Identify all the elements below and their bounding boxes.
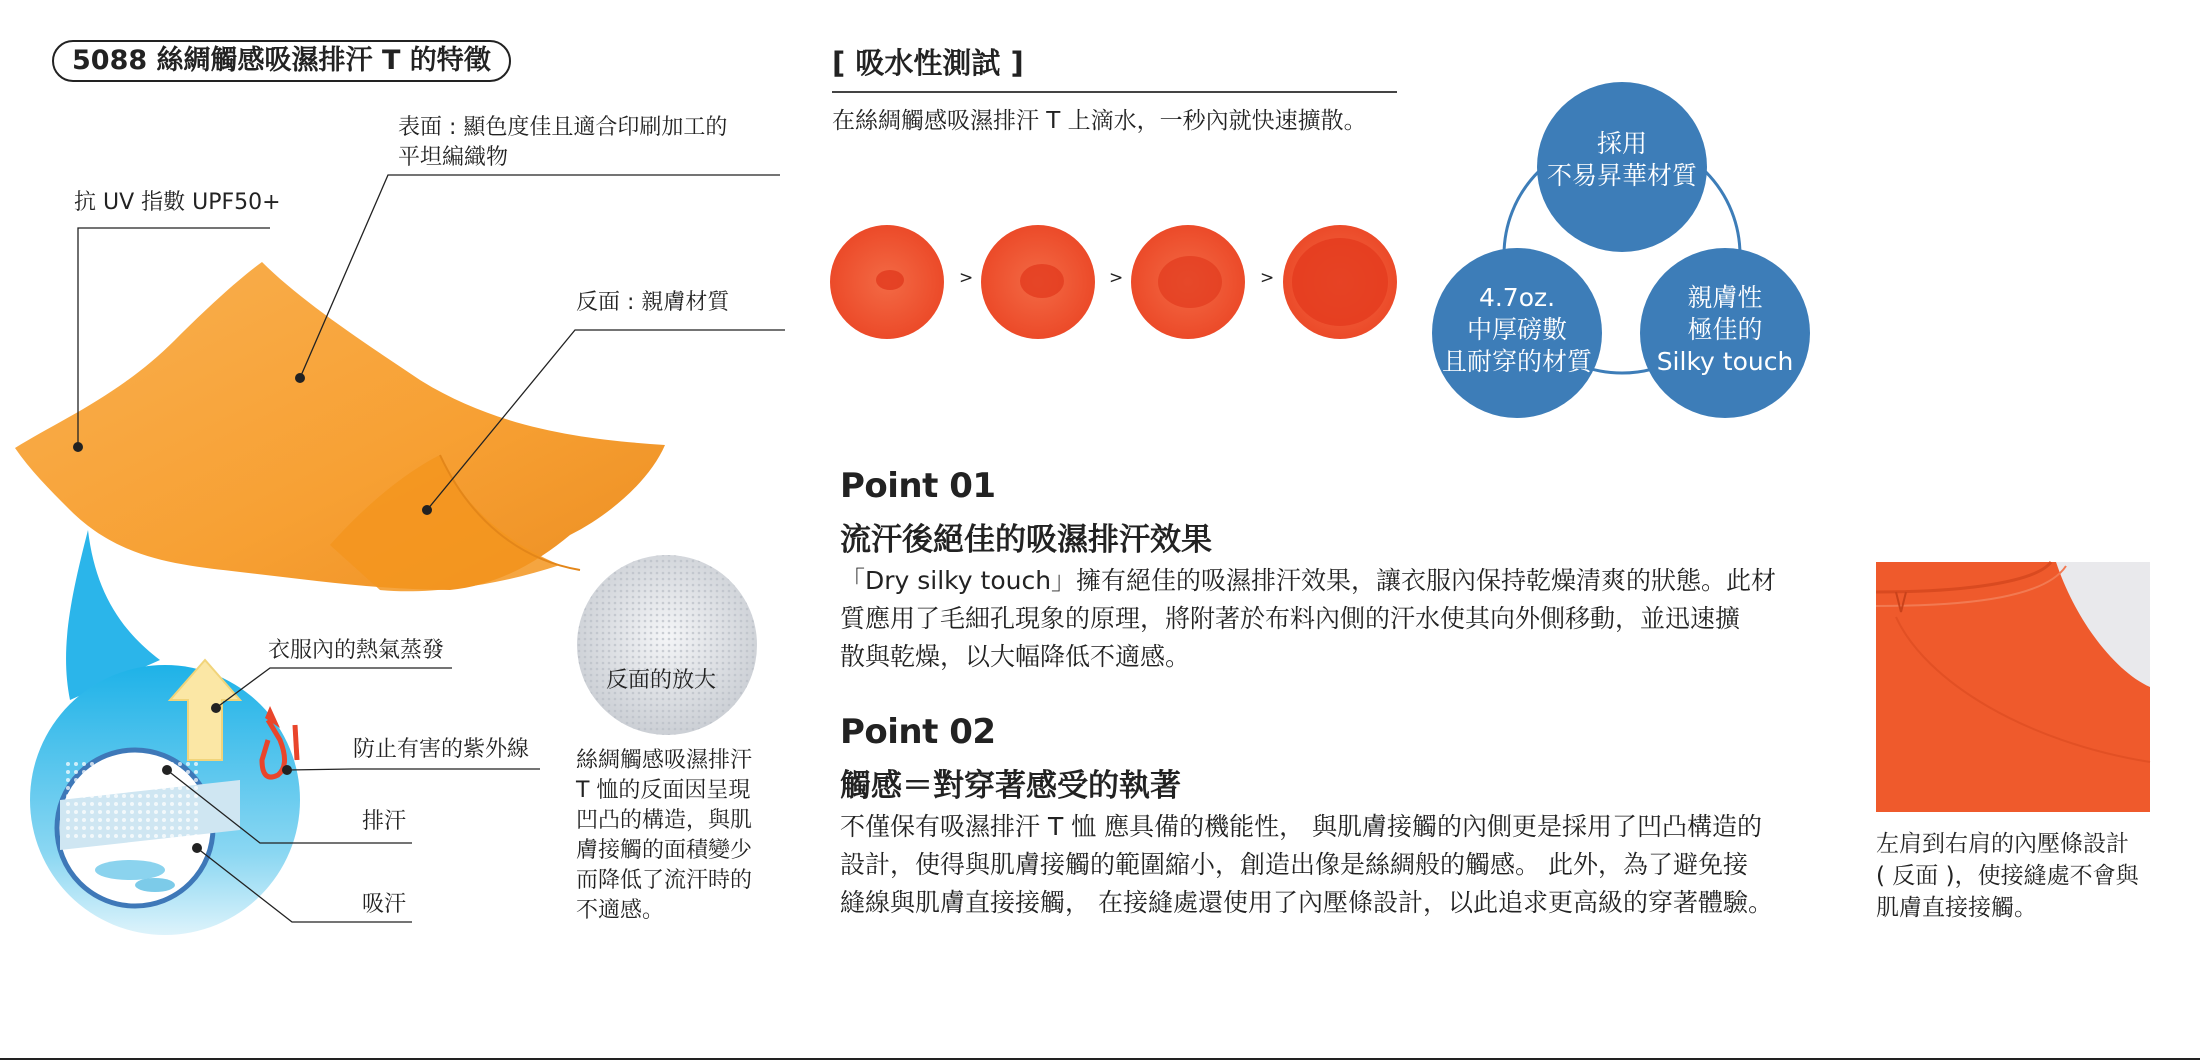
shoulder-caption: 左肩到右肩的內壓條設計 ( 反面 )，使接縫處不會與 肌膚直接接觸。 (1876, 831, 2139, 921)
surface-label-line1: 表面 : 顯色度佳且適合印刷加工的 (398, 115, 728, 140)
section-divider (832, 91, 1397, 93)
arrow-3: > (1260, 268, 1275, 288)
magnify-label: 反面的放大 (606, 668, 717, 693)
feature-right-text: 親膚性 極佳的 Silky touch (1656, 283, 1794, 376)
drop-stage-4 (1283, 225, 1397, 339)
page-title: 5088 絲綢觸感吸濕排汗 T 的特徵 (52, 40, 511, 82)
back-side-label: 反面 : 親膚材質 (576, 290, 730, 315)
drop-stage-3 (1131, 225, 1245, 339)
feature-left-text: 4.7oz. 中厚磅數 且耐穿的材質 (1441, 283, 1592, 376)
drop-stage-1 (830, 225, 944, 339)
point-02-heading: Point 02 (840, 712, 996, 752)
shoulder-seam-photo (1876, 562, 2150, 812)
arrow-1: > (959, 268, 974, 288)
arrow-2: > (1109, 268, 1124, 288)
point-01-body: 「Dry silky touch」擁有絕佳的吸濕排汗效果，讓衣服內保持乾燥清爽的狀態。此材 質應用了毛細孔現象的原理，將附著於布料內側的汗水使其向外側移動，並迅速擴 散與乾燥，以大幅降低不適感。 (840, 566, 1777, 671)
point-02-subtitle: 觸感＝對穿著感受的執著 (840, 768, 1181, 804)
heat-evaporation-label: 衣服內的熱氣蒸發 (268, 638, 445, 663)
magnify-description: 絲綢觸感吸濕排汗 T 恤的反面因呈現 凹凸的構造，與肌 膚接觸的面積變少 而降低了流汗時的 不適感。 (576, 748, 753, 923)
absorb-test-title: [ 吸水性測試 ] (832, 46, 1024, 80)
point-01-subtitle: 流汗後絕佳的吸濕排汗效果 (840, 522, 1212, 558)
uv-block-label: 防止有害的紫外線 (353, 737, 530, 762)
point-01-heading: Point 01 (840, 466, 996, 506)
absorb-label: 吸汗 (362, 892, 407, 917)
absorb-test-description: 在絲綢觸感吸濕排汗 T 上滴水，一秒內就快速擴散。 (832, 108, 1367, 134)
drop-stage-2 (981, 225, 1095, 339)
point-02-body: 不僅保有吸濕排汗 T 恤 應具備的機能性， 與肌膚接觸的內側更是採用了凹凸構造的 設計，使得與肌膚接觸的範圍縮小，創造出像是絲綢般的觸感。 此外，為了避免接 縫線與肌膚直接接觸， 在接縫處還使用了內壓條設計，以此追求更高級的穿著體驗。 (840, 812, 1773, 917)
feature-top-text: 採用 不易昇華材質 (1546, 129, 1697, 190)
uv-index-label: 抗 UV 指數 UPF50+ (74, 190, 281, 215)
bottom-divider (0, 1058, 2200, 1060)
sweat-out-label: 排汗 (362, 809, 407, 834)
surface-label-line2: 平坦編織物 (398, 145, 509, 170)
